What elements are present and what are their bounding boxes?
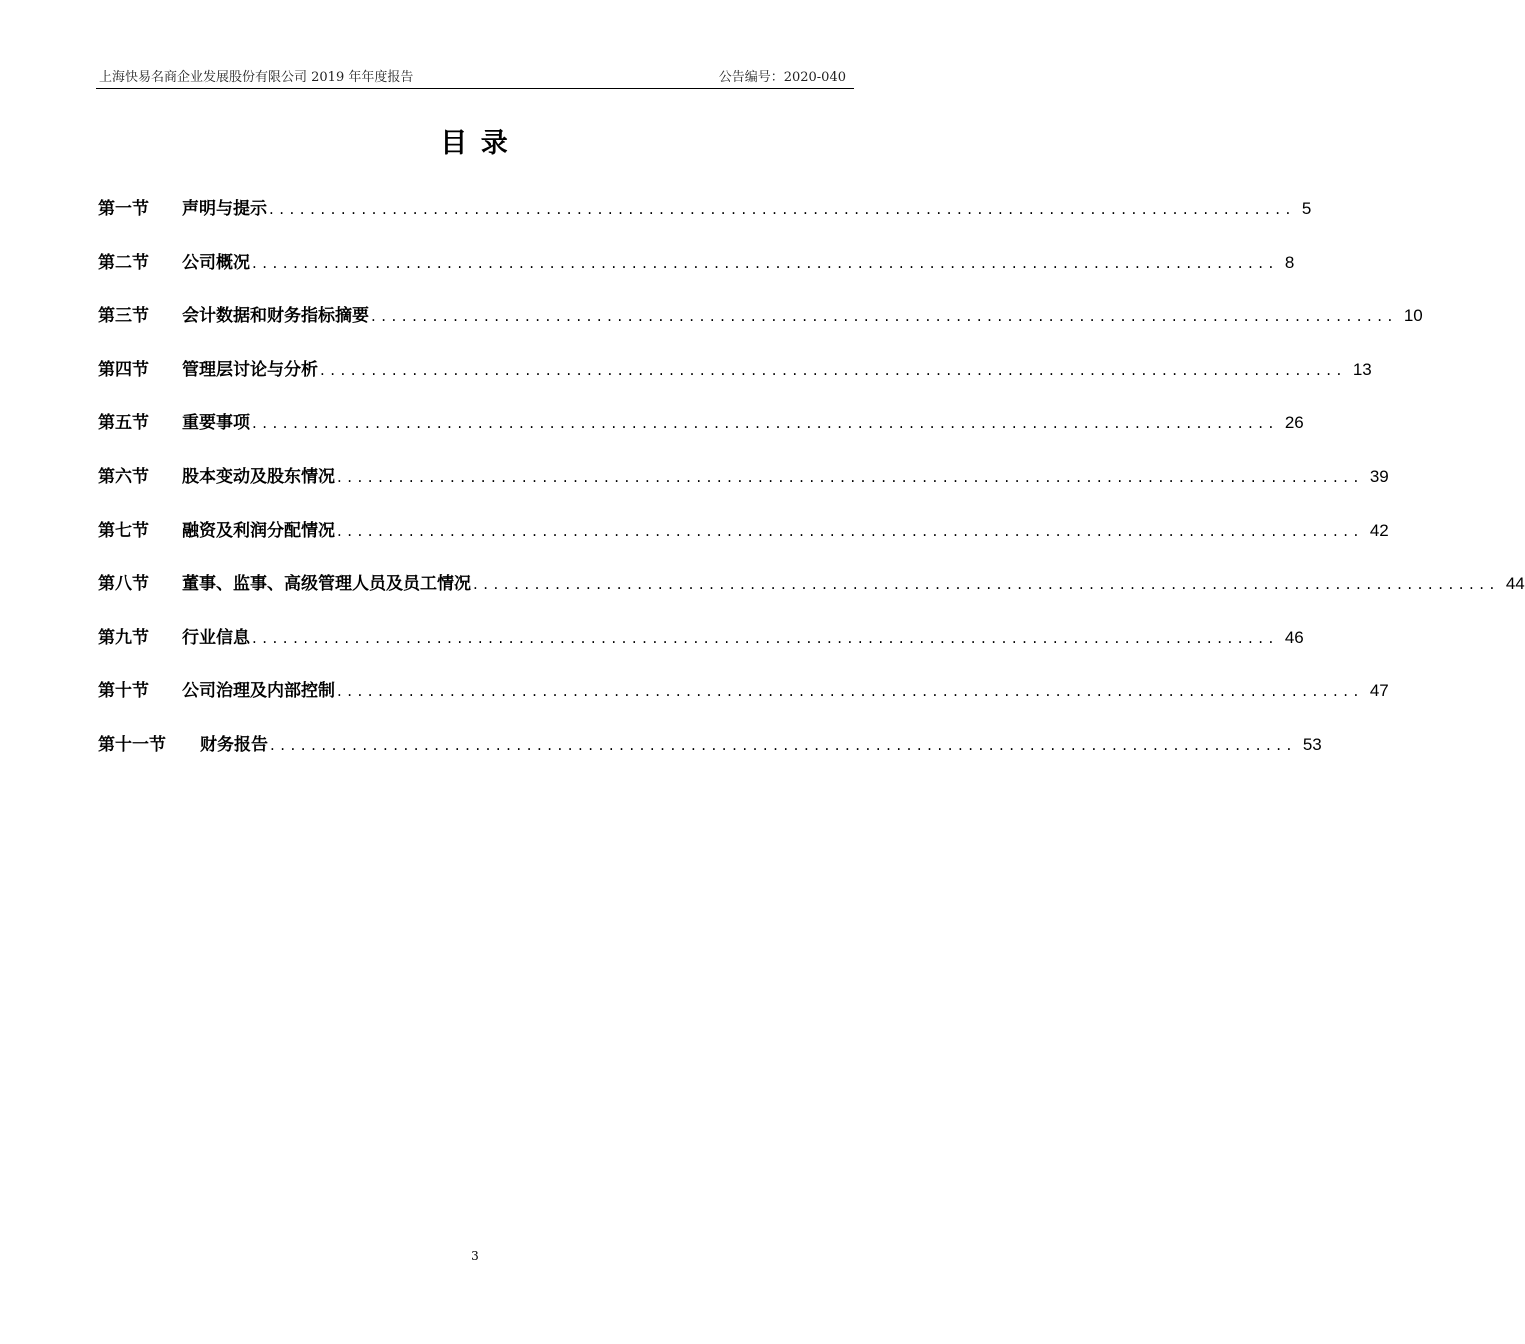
dot-leader: .................................................................................................... bbox=[320, 360, 1347, 379]
toc-section-label: 重要事项 bbox=[182, 413, 250, 434]
toc-page-number: 42 bbox=[1369, 520, 1389, 540]
toc-entry-4[interactable] bbox=[98, 351, 1372, 405]
toc-entry-2[interactable] bbox=[98, 244, 1295, 298]
toc-page-number: 5 bbox=[1301, 199, 1312, 218]
toc-page-number: 39 bbox=[1369, 466, 1389, 486]
page-number: 3 bbox=[471, 1249, 479, 1263]
toc-page-number: 26 bbox=[1284, 413, 1304, 433]
dot-leader: .................................................................................................... bbox=[337, 682, 1364, 701]
announcement-number: 公告编号：2020-040 bbox=[718, 70, 846, 85]
toc-section-label: 公司概况 bbox=[182, 252, 250, 273]
toc-page-number: 8 bbox=[1284, 252, 1295, 272]
toc-section-number: 第二节 bbox=[98, 252, 149, 273]
table-of-contents bbox=[98, 190, 1525, 780]
page-header bbox=[96, 66, 854, 89]
toc-section-label: 声明与提示 bbox=[182, 199, 267, 219]
toc-section-label: 财务报告 bbox=[200, 734, 268, 755]
toc-entry-1[interactable] bbox=[98, 190, 1312, 244]
toc-section-label: 董事、监事、高级管理人员及员工情况 bbox=[182, 574, 471, 595]
dot-leader: .................................................................................................... bbox=[473, 575, 1500, 594]
toc-page-number: 46 bbox=[1284, 627, 1304, 647]
dot-leader: .................................................................................................... bbox=[252, 253, 1279, 272]
toc-section-label: 股本变动及股东情况 bbox=[182, 466, 335, 487]
toc-section-number: 第八节 bbox=[98, 574, 149, 595]
toc-section-number: 第四节 bbox=[98, 359, 149, 380]
toc-page-number: 53 bbox=[1302, 734, 1322, 754]
toc-entry-3[interactable] bbox=[98, 297, 1423, 351]
dot-leader: .................................................................................................... bbox=[270, 735, 1297, 754]
dot-leader: .................................................................................................... bbox=[252, 414, 1279, 433]
toc-entry-8[interactable] bbox=[98, 565, 1525, 619]
toc-section-number: 第一节 bbox=[98, 199, 149, 219]
toc-section-label: 管理层讨论与分析 bbox=[182, 359, 318, 380]
toc-entry-9[interactable] bbox=[98, 619, 1304, 673]
dot-leader: .................................................................................................... bbox=[371, 307, 1398, 326]
toc-section-number: 第七节 bbox=[98, 520, 149, 541]
dot-leader: .................................................................................................... bbox=[337, 521, 1364, 540]
toc-entry-5[interactable] bbox=[98, 404, 1304, 458]
toc-title: 目 录 bbox=[440, 128, 510, 159]
dot-leader: .................................................................................................... bbox=[337, 467, 1364, 486]
toc-page-number: 13 bbox=[1352, 359, 1372, 379]
toc-section-label: 行业信息 bbox=[182, 627, 250, 648]
toc-section-number: 第五节 bbox=[98, 413, 149, 434]
toc-page-number: 44 bbox=[1505, 574, 1525, 594]
toc-page-number: 47 bbox=[1369, 681, 1389, 701]
toc-entry-10[interactable] bbox=[98, 672, 1389, 726]
toc-entry-7[interactable] bbox=[98, 512, 1389, 566]
toc-section-label: 公司治理及内部控制 bbox=[182, 681, 335, 702]
dot-leader: .................................................................................................... bbox=[252, 628, 1279, 647]
toc-section-number: 第十一节 bbox=[98, 734, 166, 755]
toc-section-number: 第十节 bbox=[98, 681, 149, 702]
toc-section-label: 融资及利润分配情况 bbox=[182, 520, 335, 541]
toc-section-label: 会计数据和财务指标摘要 bbox=[182, 306, 369, 327]
report-title: 上海快易名商企业发展股份有限公司 2019 年年度报告 bbox=[99, 70, 414, 85]
toc-page-number: 10 bbox=[1403, 306, 1423, 326]
toc-entry-11[interactable] bbox=[98, 726, 1322, 780]
toc-section-number: 第三节 bbox=[98, 306, 149, 327]
dot-leader: .................................................................................................... bbox=[269, 200, 1296, 218]
toc-section-number: 第九节 bbox=[98, 627, 149, 648]
toc-section-number: 第六节 bbox=[98, 466, 149, 487]
toc-entry-6[interactable] bbox=[98, 458, 1389, 512]
